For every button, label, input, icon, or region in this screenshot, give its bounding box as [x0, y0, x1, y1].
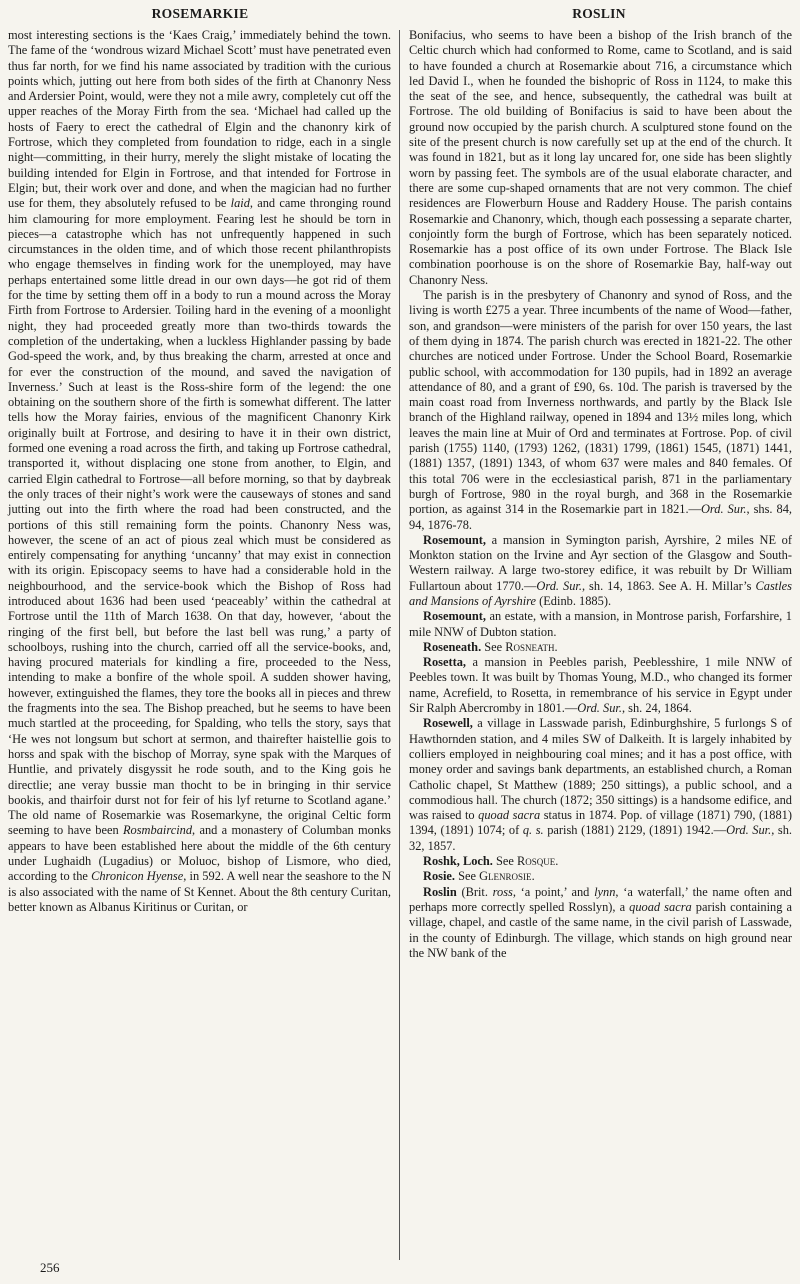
gazetteer-entry: Roshk, Loch. See Rosque.	[423, 854, 559, 869]
paragraph: The parish is in the presbytery of Chanonry and synod of Ross, and the living is worth £275 a year. Three incumbents of the name of Wood—father, son, and grandson—were ministers of the parish for over 150 years, the last of them dying in 1874. The parish church was erected in 1821-22. The other churches are noticed under Fortrose. Under the School Board, Rosemarkie public school, with accommodation for 130 pupils, had in 1892 an average attendance of 80, and a grant of £90, 6s. 10d. The parish is traversed by the main coast road from Inverness northwards, and partly by the Black Isle branch of the Highland railway, opened in 1894 and 13½ miles long, which leaves the main line at Muir of Ord and terminates at Fortrose. Pop. of civil parish (1755) 1140, (1793) 1262, (1831) 1799, (1861) 1545, (1871) 1441, (1881) 1357, (1891) 1343, of whom 637 were males and 840 females. Of this total 706 were in the ecclesiastical parish, 871 in the parliamentary burgh of Fortrose, 980 in the royal burgh, and 368 in the Rosemarkie portion, as against 314 in the Rosemarkie part in 1821.—Ord. Sur., shs. 84, 94, 1876-78.	[409, 288, 792, 532]
entry-headword: Rosetta,	[423, 655, 467, 670]
entry-headword: Roshk, Loch.	[423, 854, 493, 869]
gazetteer-entry: Rosetta, a mansion in Peebles parish, Peeblesshire, 1 mile NNW of Peebles town. It was built by Thomas Young, M.D., who changed its former name, Acrefield, to Rosetta, in remembrance of his service in Egypt under Sir Ralph Abercromby in 1801.—Ord. Sur., sh. 24, 1864.	[409, 655, 792, 716]
running-head-right: ROSLIN	[572, 6, 626, 21]
gazetteer-entry: Roslin (Brit. ross, ‘a point,’ and lynn, ‘a waterfall,’ the name often and perhaps more correctly spelled Rosslyn), a quoad sacra parish containing a village, chapel, and castle of the same name, in the civil parish of Lasswade, in the county of Edinburgh. The village, which stands on high ground near the NW bank of the	[409, 884, 792, 960]
column-divider	[399, 30, 400, 1260]
left-column	[8, 28, 391, 915]
entry-headword: Rosie.	[423, 869, 456, 884]
paragraph: most interesting sections is the ‘Kaes Craig,’ immediately behind the town. The fame of the ‘wondrous wizard Michael Scott’ must have penetrated even thus far north, for we find his name associated by tradition with the curious points which, jutting out here from both sides of the firth at Chanonry Ness and Ardersier Point, would, were they not a mile awry, completely cut off the upper reaches of the Moray Firth from the sea. ‘Michael had called up the hosts of Faery to erect the cathedral of Elgin and the chanonry kirk of Fortrose, which they completed from foundation to ridge, each in a single night—committing, in their hurry, merely the slight mistake of locating the building intended for Elgin in Fortrose, and that intended for Fortrose in Elgin; but, their work over and done, and when the magician had no further use for them, they absolutely refused to be laid, and came thronging round him clamouring for more employment. Fearing lest he should be torn in pieces—a catastrophe which has not unfrequently happened in such circumstances in the olden time, and of which those recent philanthropists who engage themselves in finding work for the unemployed, may have perhaps entertained some little dread in our own days—he got rid of them for the time by setting them off in a body to run a mound across the Moray Firth from Fortrose to Ardersier. Toiling hard in the evening of a moonlight night, they had proceeded greatly more than two-thirds towards the completion of the undertaking, when a luckless Highlander passing by bade God-speed the work, and, by thus breaking the charm, arrested at once and for ever the construction of the mound, and saved the navigation of Inverness.’ Such at least is the Ross-shire form of the legend: the one obtaining on the southern shore of the firth is somewhat different. The latter tells how the Moray fairies, envious of the magnificent Chanonry Kirk originally built at Fortrose, and desiring to have it in their own district, formed one evening a road across the firth, and taking up Fortrose cathedral, transported it, without displacing one stone from another, to Elgin, and carried Elgin cathedral to Fortrose—all before morning, so that by daybreak the only traces of their night’s work were the causeways of stones and sand jutting out into the firth where the road had been constructed, and the portions of this still remaining form the points. Chanonry Ness was, however, the scene of an act of pious zeal which must be considered as entirely compensating for anything ‘uncanny’ that may exist in connection with its origin. Episcopacy seems to have had a considerable hold in the neighbourhood, and the service-book which the Bishop of Ross had introduced about 1636 had been used ‘peaceably’ within the cathedral at Fortrose until the 11th of March 1638. On that day, however, ‘about the ringing of the first bell, but before the last bell was rung,’ a party of schoolboys, rushing into the church, carried off all the service-books, and, having procured materials for kindling a fire, proceeded to the Ness, intending to make a bonfire of the whole spoil. A sudden shower having, however, extinguished the flames, they tore the books all in pieces and threw the fragments into the sea. The Bishop preached, but he seems to have been much startled at the proceeding, for Spalding, who tells the story, says that ‘He wes not longsum but schort at sermon, and thairefter haistellie gois to horss and spak with the bischop of Morray, syne spak with the Marques of Huntlie, and privately disgyssit he rode south, and to the King gois he directlie; ane veray bussie man thocht to be in bringing in thir service bookis, and thairfoir durst not for feir of his lyf returne to Scotland agane.’ The old name of Rosemarkie was Rosemarkyne, the original Celtic form seeming to have been Rosmbaircind, and a monastery of Columban monks appears to have been established here about the middle of the 6th century under Lughaidh (Lugadius) or Moluoc, bishop of Lismore, who died, according to the Chronicon Hyense, in 592. A well near the seashore to the N is also associated with the name of St Kennet. About the 8th century Curitan, better known as Albanus Kiritinus or Curitan, or	[8, 28, 392, 914]
entry-headword: Rosewell,	[423, 716, 473, 731]
gazetteer-entry: Rosemount, an estate, with a mansion, in Montrose parish, Forfarshire, 1 mile NNW of Dubton station.	[409, 609, 792, 639]
entry-headword: Rosemount,	[423, 609, 486, 624]
page-number: 256	[40, 1260, 60, 1275]
entry-headword: Roslin	[423, 884, 457, 899]
running-head-left: ROSEMARKIE	[151, 6, 249, 21]
gazetteer-entry: Rosewell, a village in Lasswade parish, Edinburghshire, 5 furlongs S of Hawthornden station, and 4 miles SW of Dalkeith. It is largely inhabited by colliers employed in neighbouring coal mines; and it has a post office, with money order and savings bank departments, an established church, a Roman Catholic chapel, St Matthew (1889; 250 sittings), a public school, and a commodious hall. The church (1872; 350 sittings) is a handsome edifice, and was raised to quoad sacra status in 1874. Pop. of village (1871) 790, (1881) 1394, (1891) 1074; of q. s. parish (1881) 2129, (1891) 1942.—Ord. Sur., sh. 32, 1857.	[409, 716, 793, 853]
gazetteer-entry: Rosemount, a mansion in Symington parish, Ayrshire, 2 miles NE of Monkton station on the Irvine and Ayr section of the Glasgow and South-Western railway. A large two-storey edifice, it was rebuilt by Dr William Fullartoun about 1770.—Ord. Sur., sh. 14, 1863. See A. H. Millar’s Castles and Mansions of Ayrshire (Edinb. 1885).	[409, 532, 793, 608]
entry-headword: Rosemount,	[423, 532, 486, 547]
entry-headword: Roseneath.	[423, 639, 482, 654]
right-column	[409, 28, 792, 961]
paragraph: Bonifacius, who seems to have been a bishop of the Irish branch of the Celtic church which had conformed to Rome, came to Scotland, and is said to have founded a church at Rosemarkie about 716, a circumstance which led David I., when he founded the bishopric of Ross in 1124, to make this the seat of the see, and hence, subsequently, the cathedral was built at Fortrose. The old building of Bonifacius is said to have been about the ground now occupied by the parish church. A sculptured stone found on the site of the present church is now carefully set up at the end of the church. It was found in 1821, but as it long lay uncared for, one side has been slightly worn by passing feet. The symbols are of the usual elaborate character, and there are some cup-shaped ornaments that are not very common. The chief residences are Flowerburn House and Raddery House. The parish contains Rosemarkie and Chanonry, which, though each possessing a separate charter, conjointly form the burgh of Fortrose, which has been separately noticed. Rosemarkie has a post office of its own under Fortrose. The Black Isle combination poorhouse is on the shore of Rosemarkie Bay, half-way out Chanonry Ness.	[409, 28, 792, 287]
gazetteer-entry: Roseneath. See Rosneath.	[423, 639, 558, 654]
gazetteer-entry: Rosie. See Glenrosie.	[423, 869, 535, 884]
